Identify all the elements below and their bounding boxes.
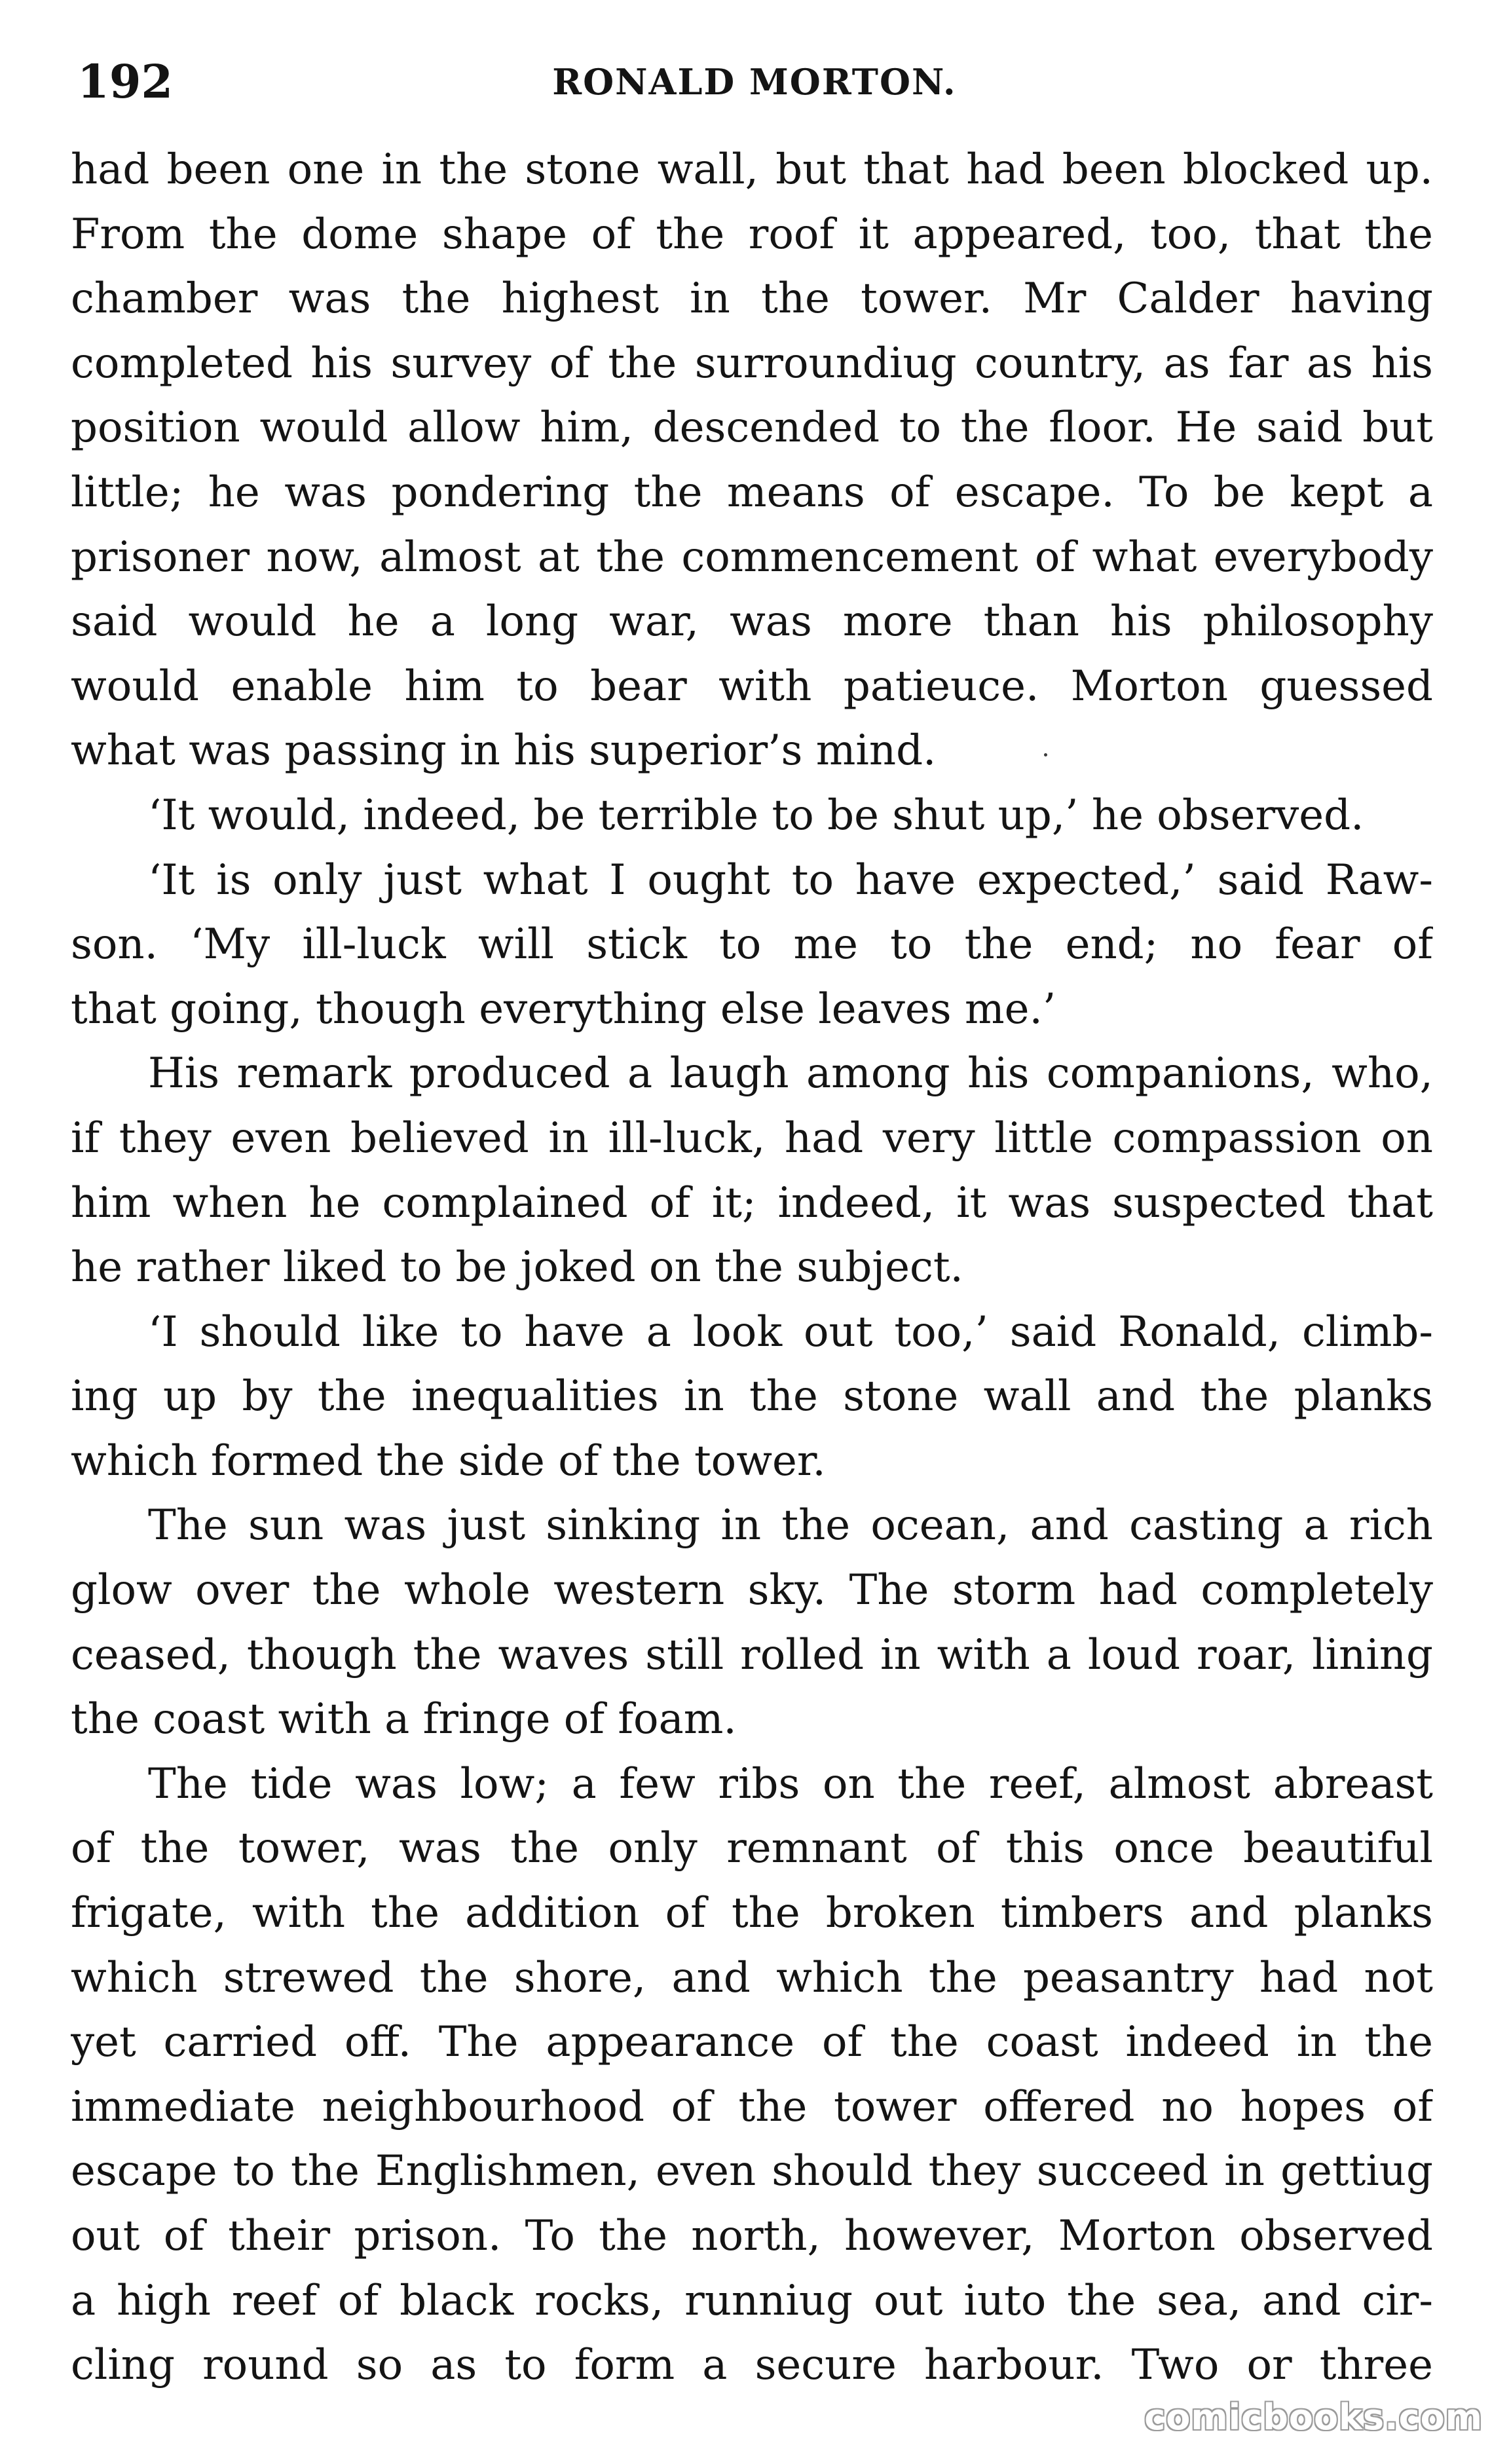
body-text: [71, 138, 1433, 2398]
text-line: yet carried off. The appearance of the coast indeed in the: [71, 2018, 1433, 2067]
text-line: ‘I should like to have a look out too,’ said Ronald, climb-: [148, 1307, 1433, 1356]
text-line: of the tower, was the only remnant of this once beautiful: [71, 1824, 1433, 1873]
text-line: chamber was the highest in the tower. Mr Calder having: [71, 274, 1433, 324]
text-line: ‘It is only just what I ought to have expected,’ said Raw-: [148, 855, 1433, 905]
text-line: he rather liked to be joked on the subject.: [71, 1243, 963, 1292]
text-line: what was passing in his superior’s mind.: [71, 726, 937, 775]
text-line: immediate neighbourhood of the tower offered no hopes of: [71, 2082, 1433, 2131]
text-line: prisoner now, almost at the commencement of what everybody: [71, 532, 1433, 582]
text-line: that going, though everything else leaves me.’: [71, 984, 1056, 1034]
text-line: ceased, though the waves still rolled in with a loud roar, lining: [71, 1630, 1433, 1679]
text-line: out of their prison. To the north, however, Morton observed: [71, 2212, 1433, 2260]
text-line: would enable him to bear with patieuce. Morton guessed: [71, 662, 1433, 711]
text-line: a high reef of black rocks, runniug out iuto the sea, and cir-: [71, 2276, 1433, 2325]
text-line: His remark produced a laugh among his companions, who,: [148, 1049, 1433, 1098]
text-line: little; he was pondering the means of escape. To be kept a: [71, 468, 1433, 517]
text-line: the coast with a fringe of foam.: [71, 1695, 737, 1744]
text-line: him when he complained of it; indeed, it was suspected that: [71, 1178, 1433, 1227]
text-line: glow over the whole western sky. The storm had completely: [71, 1566, 1433, 1615]
text-line: ing up by the inequalities in the stone wall and the planks: [71, 1372, 1433, 1421]
text-line: if they even believed in ill-luck, had very little compassion on: [71, 1113, 1433, 1163]
page-header: [77, 46, 1432, 118]
text-line: cling round so as to form a secure harbour. Two or three: [71, 2341, 1433, 2390]
print-speck: [1044, 753, 1047, 756]
text-line: The sun was just sinking in the ocean, and casting a rich: [148, 1501, 1433, 1550]
watermark: comicbooks.com: [1144, 2397, 1483, 2438]
text-line: frigate, with the addition of the broken timbers and planks: [71, 1889, 1433, 1938]
text-line: position would allow him, descended to the floor. He said but: [71, 403, 1433, 453]
text-line: From the dome shape of the roof it appeared, too, that the: [71, 210, 1433, 259]
text-line: escape to the Englishmen, even should they succeed in gettiug: [71, 2147, 1433, 2196]
text-line: had been one in the stone wall, but that had been blocked up.: [71, 145, 1433, 194]
page-number: 192: [77, 54, 174, 109]
text-line: which strewed the shore, and which the peasantry had not: [71, 1953, 1433, 2002]
text-line: The tide was low; a few ribs on the reef, almost abreast: [148, 1759, 1433, 1808]
running-title: RONALD MORTON.: [552, 61, 957, 103]
text-line: completed his survey of the surroundiug country, as far as his: [71, 339, 1433, 388]
text-line: ‘It would, indeed, be terrible to be shut up,’ he observed.: [148, 791, 1364, 840]
text-line: said would he a long war, was more than his philosophy: [71, 597, 1433, 646]
text-line: son. ‘My ill-luck will stick to me to the end; no fear of: [71, 920, 1433, 969]
text-line: which formed the side of the tower.: [71, 1436, 826, 1485]
